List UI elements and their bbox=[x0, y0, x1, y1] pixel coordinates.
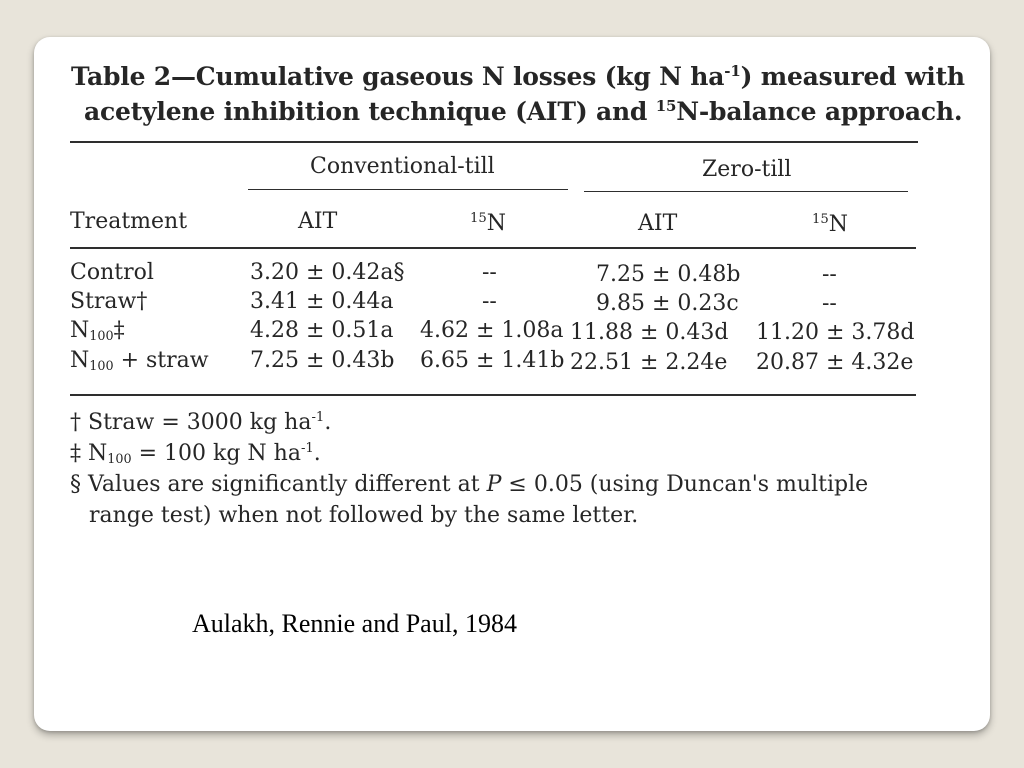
cell-15n-conventional: -- bbox=[482, 260, 497, 285]
caption-line2-text: acetylene inhibition technique (AIT) and bbox=[84, 97, 656, 126]
footnote-mid: = 100 kg N ha bbox=[131, 441, 301, 466]
row-label-mark: + straw bbox=[113, 348, 209, 373]
caption-exponent: -1 bbox=[724, 62, 741, 80]
caption-line1-suffix: ) measured with bbox=[740, 62, 965, 91]
footnote-straw bbox=[70, 409, 331, 437]
footnote-sub: 100 bbox=[107, 452, 132, 468]
caption-line-1 bbox=[71, 59, 965, 94]
row-label-sub: 100 bbox=[89, 329, 114, 345]
column-header-15n-zero bbox=[812, 211, 848, 238]
group-rule-zero bbox=[584, 191, 908, 192]
cell-15n-conventional: 4.62 ± 1.08a bbox=[420, 318, 564, 343]
cell-ait-conventional: 7.25 ± 0.43b bbox=[250, 348, 395, 373]
column-header-treatment: Treatment bbox=[70, 209, 188, 234]
footnote-p-symbol: P bbox=[486, 472, 502, 497]
cell-15n-conventional: 6.65 ± 1.41b bbox=[420, 348, 565, 373]
caption-line-2 bbox=[71, 94, 963, 129]
cell-15n-conventional: -- bbox=[482, 289, 497, 314]
footnote-text: § Values are significantly different at bbox=[70, 472, 487, 497]
cell-ait-conventional: 3.20 ± 0.42a§ bbox=[250, 260, 405, 285]
caption-line1-text: Table 2—Cumulative gaseous N losses (kg N ha bbox=[71, 62, 725, 91]
footnote-exponent: -1 bbox=[311, 410, 325, 426]
bottom-rule bbox=[70, 394, 916, 396]
cell-15n-zero: 11.20 ± 3.78d bbox=[756, 320, 915, 345]
row-label-mark: ‡ bbox=[113, 318, 125, 343]
row-label bbox=[70, 288, 147, 315]
group-rule-conventional bbox=[248, 189, 568, 190]
cell-ait-conventional: 3.41 ± 0.44a bbox=[250, 289, 394, 314]
footnote-text: ‡ N bbox=[70, 441, 108, 466]
footnote-suffix: . bbox=[324, 410, 332, 435]
scanned-table-image bbox=[70, 59, 965, 528]
caption-isotope-sup: 15 bbox=[655, 97, 677, 115]
citation: Aulakh, Rennie and Paul, 1984 bbox=[192, 609, 517, 638]
column-header-ait-zero: AIT bbox=[638, 211, 678, 236]
column-header-15n-conventional bbox=[470, 210, 506, 237]
row-label-text: Straw† bbox=[70, 289, 148, 314]
cell-ait-zero: 9.85 ± 0.23c bbox=[596, 291, 739, 316]
row-label bbox=[70, 347, 209, 374]
cell-ait-zero: 22.51 ± 2.24e bbox=[570, 350, 728, 375]
footnote-suffix: ≤ 0.05 (using Duncan's multiple bbox=[501, 472, 869, 497]
row-label-sub: 100 bbox=[89, 359, 114, 375]
group-header-zero-till: Zero-till bbox=[702, 157, 792, 182]
row-label bbox=[70, 317, 125, 344]
table-caption bbox=[70, 59, 965, 129]
row-label bbox=[70, 259, 154, 286]
isotope-sup: 15 bbox=[812, 212, 829, 228]
footnote-text: † Straw = 3000 kg ha bbox=[70, 410, 312, 435]
row-label-text: N bbox=[70, 348, 90, 373]
column-header-text: N bbox=[828, 212, 849, 237]
cell-ait-zero: 7.25 ± 0.48b bbox=[596, 262, 741, 287]
footnote-significance-line2: range test) when not followed by the same letter. bbox=[89, 503, 639, 528]
footnote-suffix: . bbox=[313, 441, 321, 466]
cell-15n-zero: 20.87 ± 4.32e bbox=[756, 350, 914, 375]
cell-ait-zero: 11.88 ± 0.43d bbox=[570, 320, 729, 345]
row-label-text: N bbox=[70, 318, 90, 343]
column-header-ait-conventional: AIT bbox=[298, 209, 338, 234]
cell-15n-zero: -- bbox=[822, 291, 837, 316]
header-rule bbox=[70, 247, 916, 249]
caption-line2-suffix: N-balance approach. bbox=[676, 97, 963, 126]
group-header-conventional-till: Conventional-till bbox=[310, 154, 495, 179]
top-rule bbox=[70, 141, 918, 143]
cell-ait-conventional: 4.28 ± 0.51a bbox=[250, 318, 394, 343]
footnote-significance bbox=[70, 471, 868, 499]
footnote-n100 bbox=[70, 440, 321, 468]
column-header-text: N bbox=[486, 211, 507, 236]
row-label-text: Control bbox=[70, 260, 154, 285]
isotope-sup: 15 bbox=[470, 211, 487, 227]
cell-15n-zero: -- bbox=[822, 262, 837, 287]
slide bbox=[34, 37, 990, 731]
footnote-exponent: -1 bbox=[300, 441, 314, 457]
